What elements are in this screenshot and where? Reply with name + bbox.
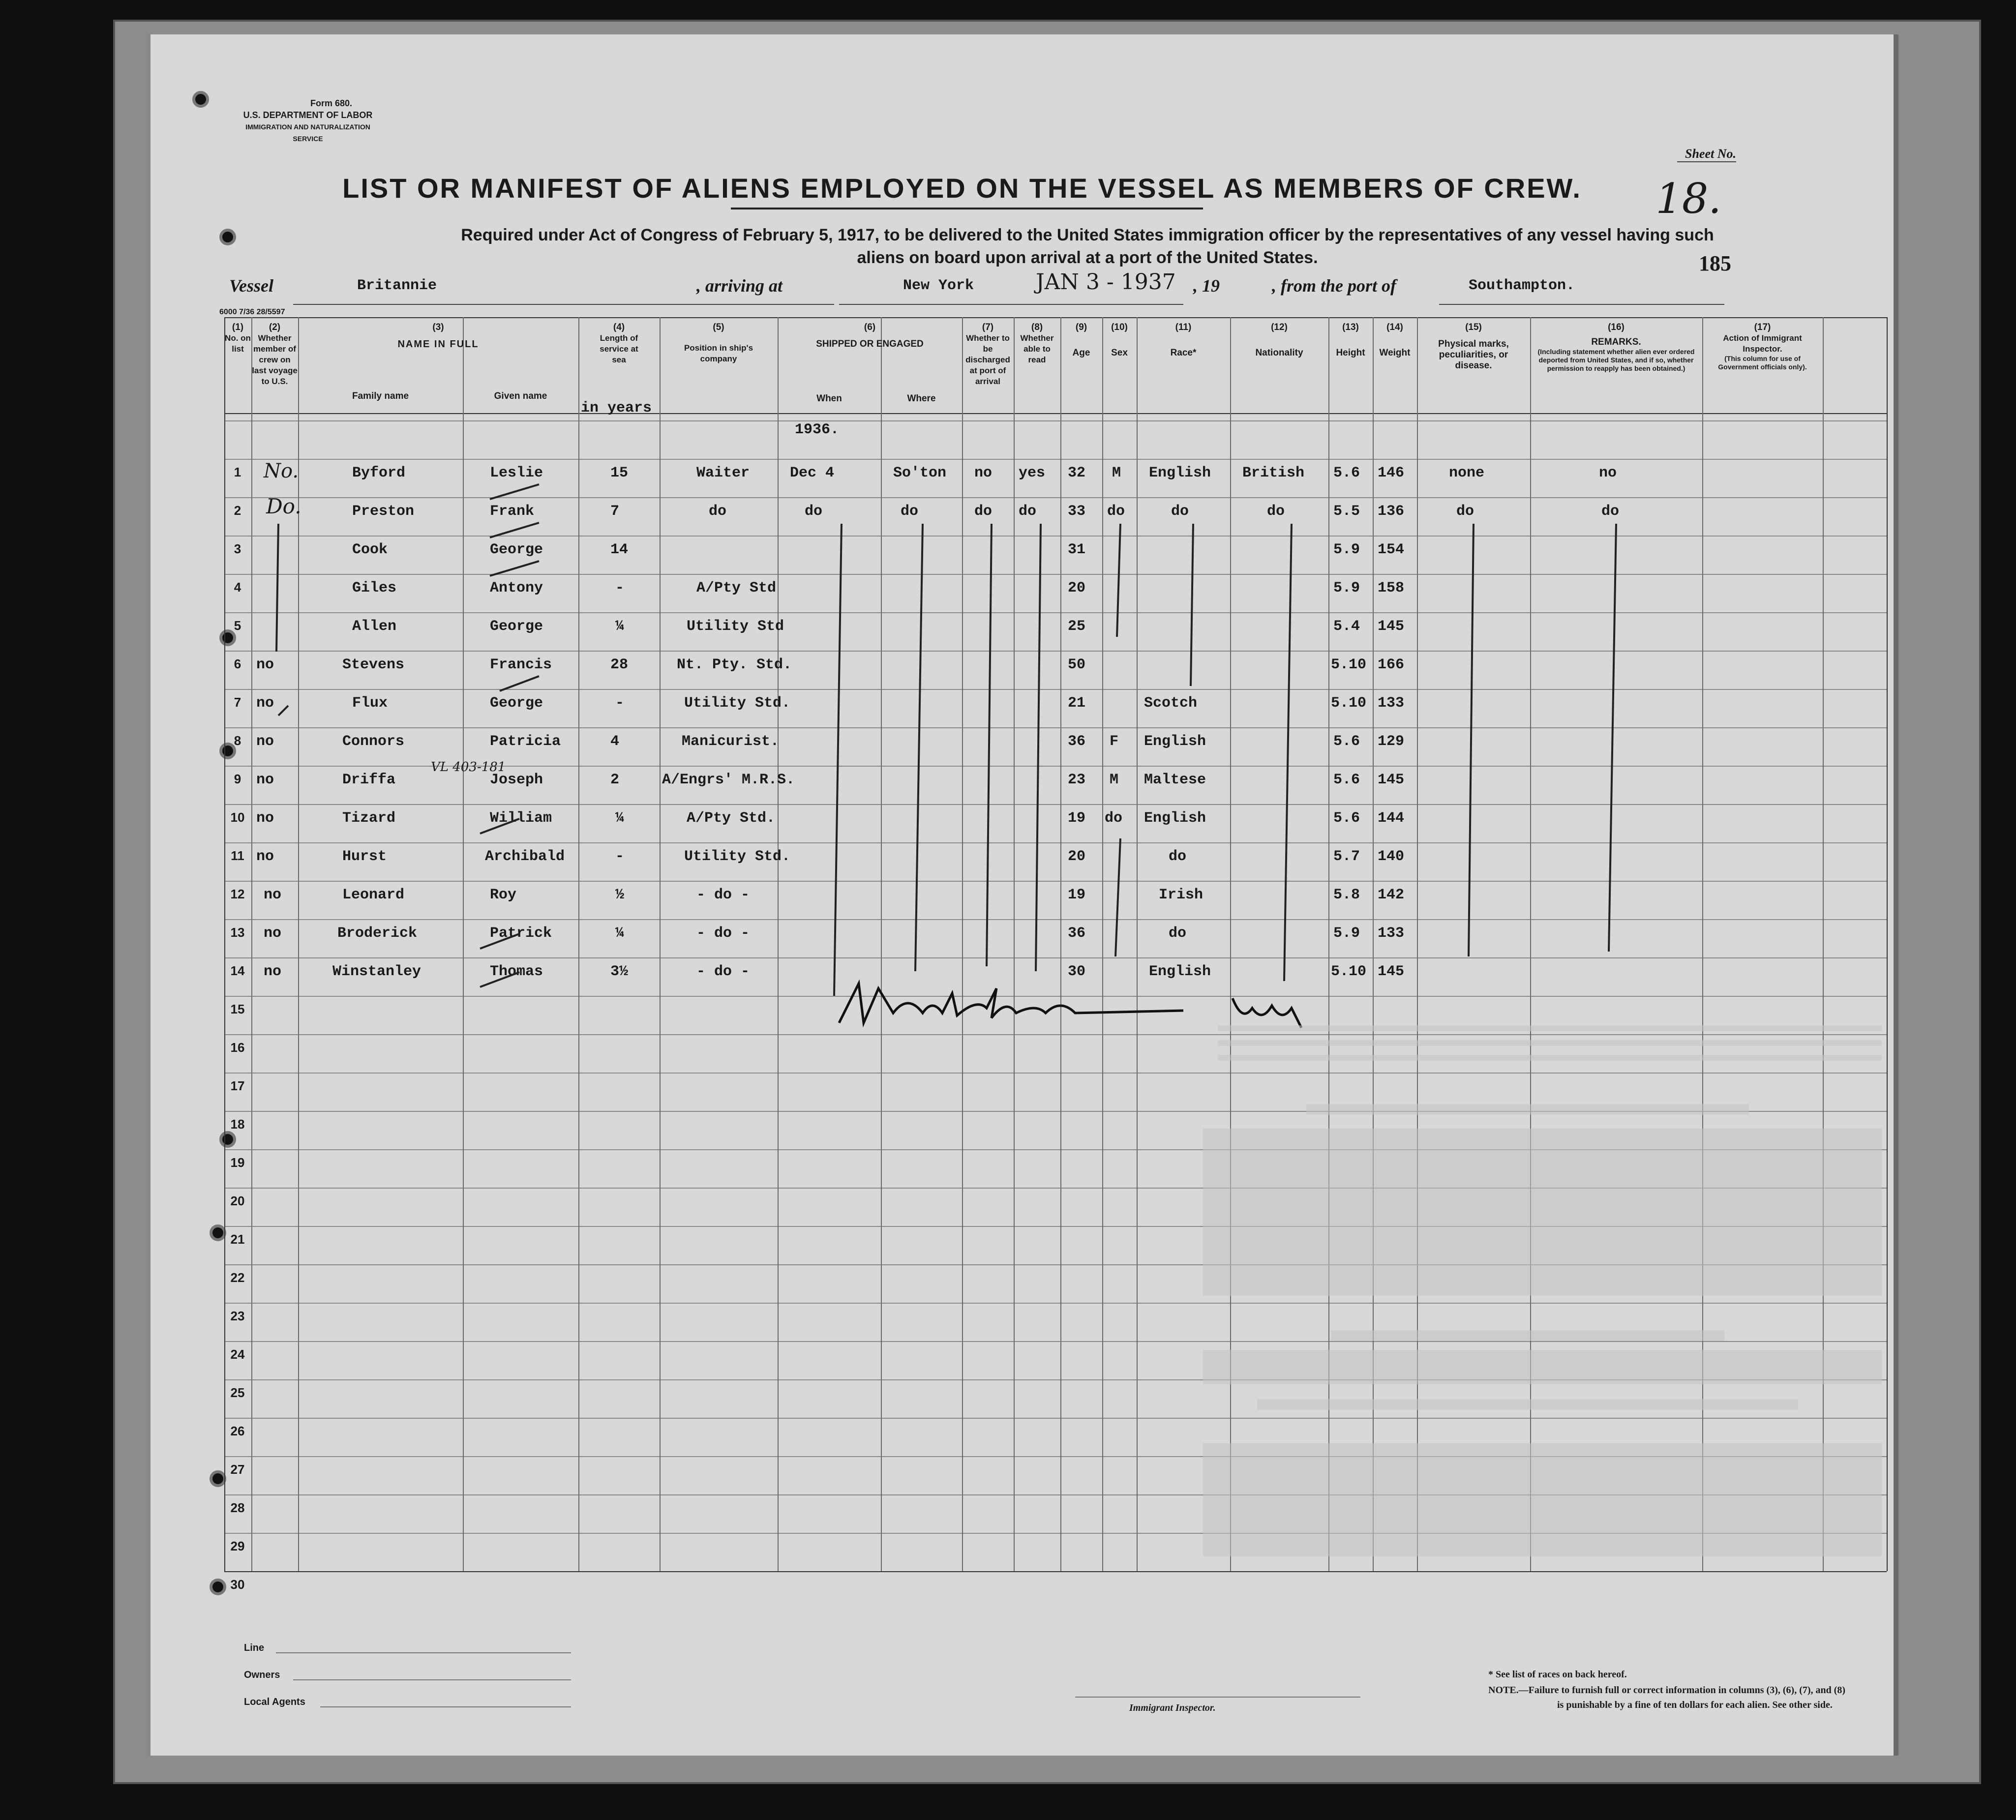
table-cell: M: [1110, 772, 1119, 788]
arrival-date: JAN 3 - 1937: [1036, 269, 1176, 295]
row-number: 26: [230, 1424, 245, 1438]
table-rule: [224, 1341, 1887, 1342]
owners-underline: [293, 1679, 571, 1680]
table-cell: (10): [1111, 322, 1128, 332]
table-cell: Do.: [266, 494, 301, 518]
table-cell: Physical marks, peculiarities, or disease.: [1438, 339, 1509, 371]
table-cell: 36: [1068, 925, 1086, 942]
table-cell: 5.9: [1333, 925, 1360, 942]
table-cell: Driffa: [342, 772, 396, 788]
table-cell: Whether able to read: [1020, 333, 1054, 364]
row-number: 16: [230, 1040, 245, 1055]
faded-notice-block: [1218, 1055, 1882, 1061]
vessel-underline: [293, 304, 834, 305]
table-cell: 146: [1378, 465, 1405, 481]
table-cell: Patricia: [490, 733, 561, 750]
table-cell: (3): [432, 322, 444, 332]
table-cell: -: [615, 580, 625, 597]
row-number: 3: [234, 541, 241, 556]
table-cell: (12): [1271, 322, 1288, 332]
table-cell: do: [1171, 503, 1189, 520]
row-number: 13: [230, 925, 245, 940]
subtitle: [313, 224, 1862, 269]
table-cell: A/Engrs' M.R.S.: [662, 772, 795, 788]
table-cell: 133: [1378, 925, 1405, 942]
table-cell: -: [615, 848, 625, 865]
department: U.S. DEPARTMENT OF LABOR: [243, 110, 373, 120]
table-cell: (15): [1465, 322, 1482, 332]
table-cell: do: [1107, 503, 1125, 520]
table-cell: Position in ship's company: [684, 343, 753, 363]
family-name-header: Family name: [352, 391, 409, 401]
table-cell: 36: [1068, 733, 1086, 750]
table-cell: Utility Std: [687, 618, 784, 635]
table-cell: 14: [610, 541, 629, 558]
table-cell: 31: [1068, 541, 1086, 558]
table-cell: ¼: [615, 925, 625, 942]
table-cell: No.: [264, 460, 299, 482]
table-cell: 5.5: [1333, 503, 1360, 520]
table-cell: no: [1599, 465, 1617, 481]
table-rule: [224, 1303, 1887, 1304]
row-number: 21: [230, 1232, 245, 1247]
table-cell: SHIPPED OR ENGAGED: [816, 339, 924, 349]
table-cell: Connors: [342, 733, 405, 750]
table-cell: 2: [610, 772, 620, 788]
faded-notice-block: [1203, 1350, 1882, 1384]
table-cell: Dec 4: [790, 465, 835, 481]
table-cell: Roy: [490, 887, 517, 903]
table-cell: do: [805, 503, 823, 520]
table-cell: Sex: [1111, 348, 1128, 358]
subtitle-line-2: aliens on board upon arrival at a port of the United States.: [857, 248, 1318, 267]
table-cell: 5.10: [1331, 656, 1367, 673]
binder-hole-icon: [210, 1224, 226, 1241]
table-cell: George: [490, 541, 543, 558]
ditto-strokes: [224, 317, 1887, 1006]
table-cell: do: [1456, 503, 1474, 520]
table-cell: So'ton: [893, 465, 947, 481]
given-name-header: Given name: [494, 391, 547, 401]
sheet-line: [1677, 161, 1736, 162]
table-cell: Height: [1336, 348, 1365, 358]
family-name: Byford: [352, 465, 406, 481]
title-rule: [731, 208, 1203, 209]
manifest-page: [148, 34, 1898, 1756]
when-header: When: [816, 393, 842, 404]
table-cell: Joseph: [490, 772, 543, 788]
table-cell: Cook: [352, 541, 388, 558]
table-cell: Nationality: [1255, 348, 1303, 358]
row-number: 9: [234, 772, 241, 786]
table-cell: (6): [864, 322, 876, 332]
table-cell: 145: [1378, 618, 1405, 635]
table-cell: Frank: [490, 503, 535, 520]
table-cell: 15: [610, 465, 629, 481]
arriving-label: , arriving at: [696, 276, 783, 296]
table-cell: A/Pty Std.: [687, 810, 776, 827]
binder-hole-icon: [219, 229, 236, 245]
table-cell: REMARKS.: [1591, 337, 1641, 347]
table-cell: 4: [610, 733, 620, 750]
table-cell: Archibald: [485, 848, 565, 865]
table-cell: (16): [1608, 322, 1625, 332]
table-cell: 20: [1068, 848, 1086, 865]
vessel-label: Vessel: [229, 276, 273, 296]
table-cell: no: [264, 887, 282, 903]
crew-table: [224, 317, 2016, 1640]
form-code: 6000 7/36 28/5597: [219, 308, 285, 316]
where-header: Where: [907, 393, 936, 404]
table-cell: no: [256, 656, 274, 673]
table-cell: (14): [1386, 322, 1403, 332]
table-cell: Irish: [1159, 887, 1204, 903]
row-number: 5: [234, 618, 241, 633]
row-number: 11: [231, 848, 244, 863]
table-cell: (5): [713, 322, 724, 332]
footer-note-2: is punishable by a fine of ten dollars for each alien. See other side.: [1557, 1700, 1833, 1710]
table-cell: 5.4: [1333, 618, 1360, 635]
table-cell: Stevens: [342, 656, 405, 673]
table-cell: do: [1105, 810, 1123, 827]
row-number: 6: [234, 656, 241, 671]
agents-label: Local Agents: [244, 1697, 305, 1707]
table-cell: 129: [1378, 733, 1405, 750]
table-cell: 142: [1378, 887, 1405, 903]
table-cell: no: [256, 810, 274, 827]
subtitle-line-1: Required under Act of Congress of February 5, 1917, to be delivered to the United States immigration officer by the representatives of any vessel having such: [461, 226, 1714, 244]
row-number: 17: [230, 1078, 245, 1093]
table-cell: A/Pty Std: [696, 580, 777, 597]
table-cell: 19: [1068, 810, 1086, 827]
inspector-underline: [1075, 1697, 1360, 1698]
table-cell: Scotch: [1144, 695, 1198, 712]
table-cell: yes: [1019, 465, 1046, 481]
row-number: 28: [230, 1500, 245, 1515]
table-cell: Weight: [1379, 348, 1411, 358]
faded-notice-block: [1218, 1025, 1882, 1031]
table-cell: Preston: [352, 503, 415, 520]
port-underline: [839, 304, 1183, 305]
row-number: 23: [230, 1309, 245, 1323]
row-number: 14: [230, 963, 245, 978]
race-note: * See list of races on back hereof.: [1488, 1669, 1627, 1680]
table-cell: 5.6: [1333, 733, 1360, 750]
row-number: 12: [230, 887, 245, 901]
faded-notice-block: [1331, 1330, 1724, 1341]
table-cell: - do -: [696, 887, 750, 903]
table-cell: ¼: [615, 618, 625, 635]
table-cell: Whether member of crew on last voyage to U.S.: [252, 333, 298, 386]
table-cell: 5.6: [1333, 772, 1360, 788]
table-cell: 33: [1068, 503, 1086, 520]
table-cell: No. on list: [225, 333, 251, 354]
table-cell: 28: [610, 656, 629, 673]
table-cell: NAME IN FULL: [397, 339, 479, 350]
table-cell: (4): [613, 322, 625, 332]
table-rule: [224, 1418, 1887, 1419]
table-cell: Flux: [352, 695, 388, 712]
faded-notice-block: [1218, 1040, 1882, 1046]
page-title: LIST OR MANIFEST OF ALIENS EMPLOYED ON THE VESSEL AS MEMBERS OF CREW.: [342, 173, 1582, 204]
table-rule: [224, 1073, 1887, 1074]
service: IMMIGRATION AND NATURALIZATION SERVICE: [245, 123, 370, 143]
table-cell: 5.8: [1333, 887, 1360, 903]
table-cell: 21: [1068, 695, 1086, 712]
table-cell: Broderick: [337, 925, 418, 942]
table-cell: 7: [610, 503, 620, 520]
table-cell: do: [1267, 503, 1285, 520]
table-cell: 5.7: [1333, 848, 1360, 865]
table-cell: Tizard: [342, 810, 396, 827]
table-cell: Leonard: [342, 887, 405, 903]
table-cell: (7): [982, 322, 994, 332]
binder-hole-icon: [192, 91, 209, 108]
table-cell: English: [1149, 963, 1211, 980]
table-cell: (17): [1754, 322, 1771, 332]
table-cell: (9): [1075, 322, 1087, 332]
table-cell: English: [1144, 810, 1206, 827]
table-cell: (2): [269, 322, 281, 332]
row-number: 20: [230, 1193, 245, 1208]
table-cell: 5.10: [1331, 695, 1367, 712]
table-cell: English: [1149, 465, 1211, 481]
binder-hole-icon: [210, 1470, 226, 1487]
table-cell: 50: [1068, 656, 1086, 673]
table-cell: Whether to be discharged at port of arrival: [965, 333, 1010, 386]
line-underline: [276, 1652, 571, 1653]
row-number: 10: [230, 810, 245, 825]
table-cell: George: [490, 618, 543, 635]
from-port-label: , from the port of: [1272, 276, 1397, 296]
table-cell: no: [256, 733, 274, 750]
row-number: 2: [234, 503, 241, 518]
table-cell: Utility Std.: [684, 695, 791, 712]
table-cell: (This column for use of Government officials only).: [1718, 355, 1807, 371]
table-cell: Manicurist.: [682, 733, 780, 750]
table-cell: Antony: [490, 580, 543, 597]
table-cell: 3½: [610, 963, 629, 980]
table-cell: 133: [1378, 695, 1405, 712]
faded-notice-block: [1203, 1129, 1882, 1296]
row-number: 22: [230, 1270, 245, 1285]
table-cell: (11): [1175, 322, 1192, 332]
table-cell: Hurst: [342, 848, 387, 865]
table-cell: 5.6: [1333, 810, 1360, 827]
driffa-note: VL 403-181: [431, 760, 506, 775]
table-cell: M: [1112, 465, 1121, 481]
table-cell: no: [264, 925, 282, 942]
table-cell: do: [901, 503, 919, 520]
row-number: 15: [230, 1002, 245, 1016]
table-cell: do: [1019, 503, 1037, 520]
table-cell: 140: [1378, 848, 1405, 865]
table-cell: (8): [1031, 322, 1043, 332]
table-cell: F: [1110, 733, 1119, 750]
page-number: 185: [1699, 251, 1731, 275]
table-cell: (1): [232, 322, 244, 332]
agents-underline: [320, 1706, 571, 1707]
table-cell: 20: [1068, 580, 1086, 597]
table-cell: William: [490, 810, 552, 827]
inspector-label: Immigrant Inspector.: [1129, 1702, 1216, 1713]
table-cell: no: [256, 848, 274, 865]
table-cell: Nt. Pty. Std.: [677, 656, 792, 673]
table-cell: 25: [1068, 618, 1086, 635]
row-number: 30: [230, 1577, 245, 1592]
table-cell: do: [1601, 503, 1620, 520]
table-cell: Giles: [352, 580, 397, 597]
table-cell: Action of Immigrant Inspector.: [1723, 333, 1802, 354]
table-cell: do: [709, 503, 727, 520]
table-cell: 166: [1378, 656, 1405, 673]
signature: [962, 996, 1130, 1013]
faded-notice-block: [1257, 1399, 1798, 1410]
sheet-number-handwritten: 18.: [1655, 175, 1721, 223]
table-cell: 158: [1378, 580, 1405, 597]
table-cell: -: [615, 695, 625, 712]
table-cell: 145: [1378, 772, 1405, 788]
table-cell: do: [974, 503, 993, 520]
table-cell: British: [1242, 465, 1305, 481]
row-number: 18: [230, 1117, 245, 1132]
table-cell: 144: [1378, 810, 1405, 827]
table-cell: 154: [1378, 541, 1405, 558]
table-cell: ½: [615, 887, 625, 903]
table-cell: George: [490, 695, 543, 712]
table-cell: Patrick: [490, 925, 552, 942]
table-cell: 5.9: [1333, 541, 1360, 558]
table-cell: - do -: [696, 925, 750, 942]
table-cell: 145: [1378, 963, 1405, 980]
table-cell: 136: [1378, 503, 1405, 520]
row-number: 7: [234, 695, 241, 710]
form-info: [234, 97, 382, 145]
table-cell: do: [1169, 925, 1187, 942]
year-note: 1936.: [795, 421, 840, 438]
table-cell: Maltese: [1144, 772, 1206, 788]
table-cell: 5.9: [1333, 580, 1360, 597]
table-cell: 23: [1068, 772, 1086, 788]
table-cell: no: [264, 963, 282, 980]
row-number: 8: [234, 733, 241, 748]
arrival-port: New York: [903, 277, 974, 294]
service-units: in years: [581, 400, 652, 417]
faded-notice-block: [1203, 1443, 1882, 1556]
row-number: 4: [234, 580, 241, 595]
table-cell: 32: [1068, 465, 1086, 481]
table-cell: (Including statement whether alien ever ordered deported from United States, and if so, whether permission to reapply has been obtained.): [1537, 348, 1695, 372]
table-cell: Francis: [490, 656, 552, 673]
table-cell: no: [256, 772, 274, 788]
table-cell: no: [256, 695, 274, 712]
from-port-underline: [1439, 304, 1724, 305]
vessel-name: Britannie: [357, 277, 437, 294]
table-cell: Race*: [1170, 348, 1197, 358]
row-number: 25: [230, 1385, 245, 1400]
line-label: Line: [244, 1642, 265, 1653]
table-cell: do: [1169, 848, 1187, 865]
row-number: 19: [230, 1155, 245, 1170]
row-number: 29: [230, 1539, 245, 1553]
table-cell: no: [974, 465, 993, 481]
table-cell: 19: [1068, 887, 1086, 903]
sheet-label: Sheet No.: [1685, 147, 1736, 161]
table-cell: (13): [1342, 322, 1359, 332]
form-number: Form 680.: [310, 98, 352, 108]
year-suffix: , 19: [1193, 276, 1220, 296]
row-number: 24: [230, 1347, 245, 1362]
given-name: Leslie: [490, 465, 543, 481]
table-cell: English: [1144, 733, 1206, 750]
binder-hole-icon: [210, 1579, 226, 1595]
table-rule: [1887, 317, 1888, 1571]
faded-notice-block: [1306, 1104, 1749, 1115]
table-cell: 5.10: [1331, 963, 1367, 980]
table-cell: Allen: [352, 618, 397, 635]
table-cell: Winstanley: [332, 963, 421, 980]
table-cell: none: [1449, 465, 1485, 481]
table-cell: Thomas: [490, 963, 543, 980]
table-cell: Age: [1072, 348, 1090, 358]
table-cell: Utility Std.: [684, 848, 791, 865]
row-number: 27: [230, 1462, 245, 1477]
from-port: Southampton.: [1469, 277, 1575, 294]
table-cell: 5.6: [1333, 465, 1360, 481]
owners-label: Owners: [244, 1670, 280, 1680]
footer-note-1: NOTE.—Failure to furnish full or correct information in columns (3), (6), (7), and (8): [1488, 1685, 1846, 1696]
row-number: 1: [234, 465, 241, 479]
table-cell: - do -: [696, 963, 750, 980]
table-cell: Waiter: [696, 465, 750, 481]
table-rule: [224, 1571, 1887, 1572]
table-cell: ¼: [615, 810, 625, 827]
table-cell: 30: [1068, 963, 1086, 980]
table-cell: Length of service at sea: [600, 333, 638, 364]
